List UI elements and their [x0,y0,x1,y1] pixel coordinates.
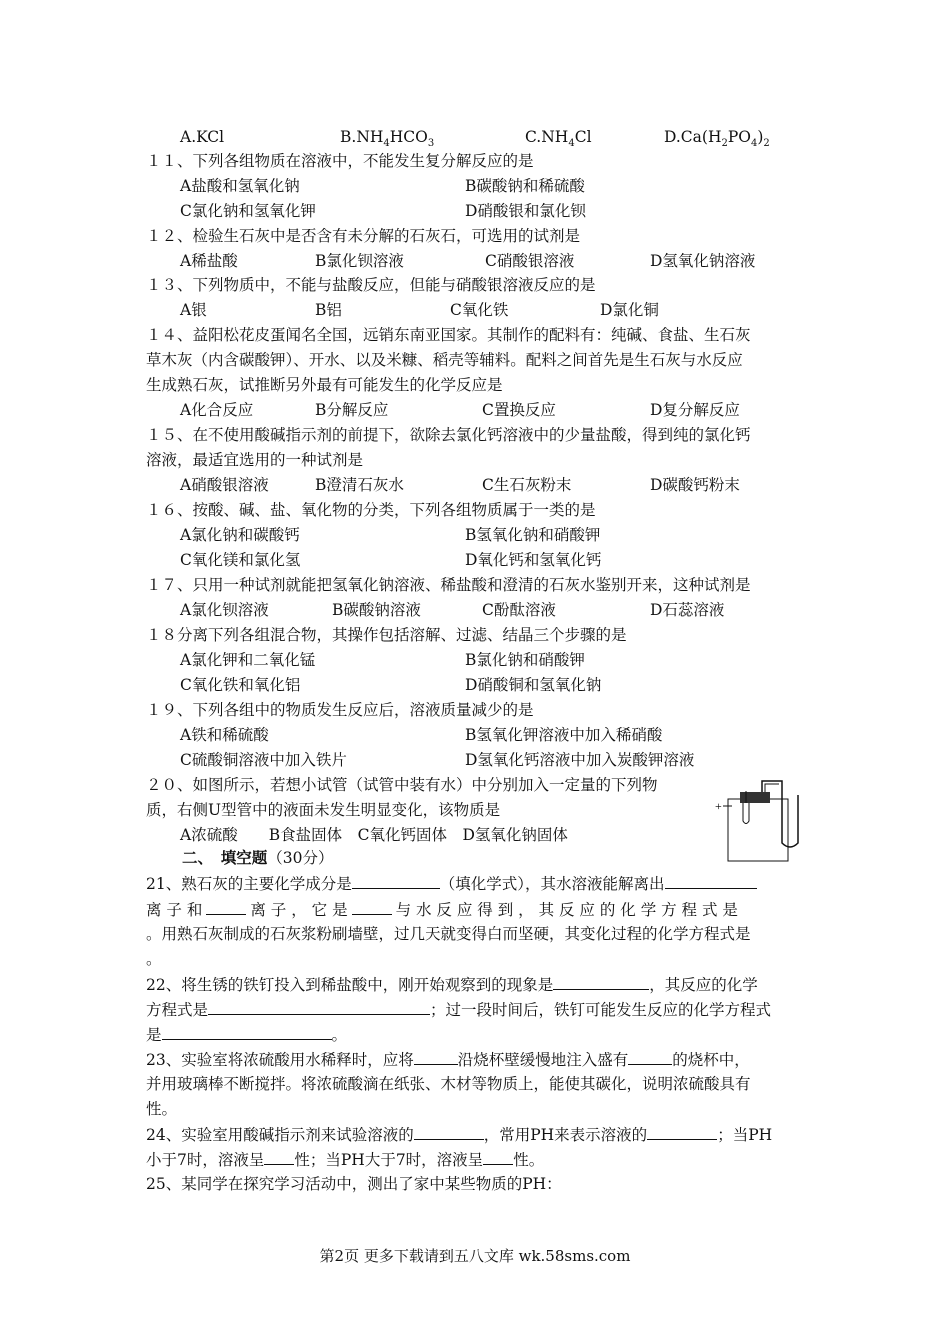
q23-line-2: 并用玻璃棒不断搅拌。将浓硫酸滴在纸张、木材等物质上，能使其碳化，说明浓硫酸具有 [146,1075,751,1093]
q24-blank-3[interactable] [264,1148,294,1165]
q12-option-b: B氯化钡溶液 [315,252,404,270]
q11-option-a: A盐酸和氢氧化钠 [180,177,300,195]
q13-stem: １３、下列物质中，不能与盐酸反应，但能与硝酸银溶液反应的是 [146,276,596,294]
q20-line-1: ２０、如图所示，若想小试管（试管中装有水）中分别加入一定量的下列物 [146,776,658,794]
q18-option-a: A氯化钾和二氧化锰 [180,651,316,669]
q13-option-d: D氯化铜 [600,301,659,319]
q14-line-1: １４、益阳松花皮蛋闻名全国，远销东南亚国家。其制作的配料有：纯碱、食盐、生石灰 [146,326,751,344]
q22-blank-equation-2[interactable] [162,1023,332,1040]
q14-option-d: D复分解反应 [650,401,740,419]
q17-option-a: A氯化钡溶液 [180,601,269,619]
q11-option-c: C氯化钠和氢氧化钾 [180,202,316,220]
q23-line-3: 性。 [146,1100,178,1118]
u-tube [762,781,798,847]
q24-line-2: 小于7时，溶液呈 性；当PH大于7时，溶液呈 性。 [146,1148,544,1171]
q10-option-c: $C.NH_4Cl$ [525,128,592,150]
q23-blank-2[interactable] [628,1048,672,1065]
q23-line-1: 23、实验室将浓硫酸用水稀释时，应将 沿烧杯壁缓慢地注入盛有 的烧杯中， [146,1048,750,1071]
q19-stem: １９、下列各组中的物质发生反应后，溶液质量减少的是 [146,701,534,719]
q19-option-b: B氢氧化钾溶液中加入稀硝酸 [465,726,663,744]
flask [728,799,788,861]
q15-line-1: １５、在不使用酸碱指示剂的前提下，欲除去氯化钙溶液中的少量盐酸，得到纯的氯化钙 [146,426,751,444]
q15-option-b: B澄清石灰水 [315,476,404,494]
q22-line-1: 22、将生锈的铁钉投入到稀盐酸中，刚开始观察到的现象是 ，其反应的化学 [146,973,758,996]
q25-stem: 25、某同学在探究学习活动中，测出了家中某些物质的PH： [146,1175,562,1193]
q15-option-a: A硝酸银溶液 [180,476,269,494]
q10-option-d: $D.Ca(H_2PO_4)_2$ [664,128,770,150]
apparatus-figure [712,777,812,863]
q18-option-c: C氧化铁和氧化铝 [180,676,301,694]
q24-blank-1[interactable] [414,1123,484,1140]
q18-option-b: B氯化钠和硝酸钾 [465,651,585,669]
q15-option-c: C生石灰粉末 [482,476,572,494]
q16-option-c: C氧化镁和氯化氢 [180,551,301,569]
q12-option-c: C硝酸银溶液 [485,252,575,270]
q20-options: A浓硫酸 B食盐固体 C氧化钙固体 D氢氧化钠固体 [180,826,568,844]
q11-stem: １１、下列各组物质在溶液中，不能发生复分解反应的是 [146,152,534,170]
q19-option-d: D氢氧化钙溶液中加入炭酸钾溶液 [465,751,695,769]
q13-option-c: C氧化铁 [450,301,509,319]
q21-line-2: 离 子 和 离 子 ， 它 是 与 水 反 应 得 到 ， 其 反 应 的 化 学 方 程 式 是 [146,898,738,921]
q12-stem: １２、检验生石灰中是否含有未分解的石灰石，可选用的试剂是 [146,227,581,245]
q24-blank-2[interactable] [647,1123,717,1140]
q16-option-d: D氧化钙和氢氧化钙 [465,551,602,569]
q21-line-3: 。用熟石灰制成的石灰浆粉刷墙壁，过几天就变得白而坚硬，其变化过程的化学方程式是 [146,925,751,943]
q16-option-a: A氯化钠和碳酸钙 [180,526,300,544]
q13-option-a: A银 [180,301,207,319]
q22-blank-phenomenon[interactable] [553,973,649,990]
q17-option-c: C酚酞溶液 [482,601,556,619]
q12-option-a: A稀盐酸 [180,252,238,270]
q14-line-2: 草木灰（内含碳酸钾）、开水、以及米糠、稻壳等辅料。配料之间首先是生石灰与水反应 [146,351,743,369]
q10-option-b: $B.NH_4HCO_3$ [340,128,435,150]
q18-stem: １８分离下列各组混合物，其操作包括溶解、过滤、结晶三个步骤的是 [146,626,627,644]
q13-option-b: B铝 [315,301,342,319]
q21-blank-formula[interactable] [352,872,440,889]
section-2-title: 二、 填空题（30分） [182,848,334,867]
q15-option-d: D碳酸钙粉末 [650,476,740,494]
q19-option-a: A铁和稀硫酸 [180,726,269,744]
q22-line-3: 是 。 [146,1023,347,1046]
q22-line-2: 方程式是 ；过一段时间后，铁钉可能发生反应的化学方程式 [146,998,771,1021]
q21-line-1: 21、熟石灰的主要化学成分是 （填化学式），其水溶液能解离出 [146,872,757,895]
q11-option-b: B碳酸钠和稀硫酸 [465,177,585,195]
q12-option-d: D氢氧化钠溶液 [650,252,756,270]
q19-option-c: C硫酸铜溶液中加入铁片 [180,751,347,769]
q18-option-d: D硝酸铜和氢氧化钠 [465,676,602,694]
q14-option-b: B分解反应 [315,401,389,419]
stopper [740,792,770,803]
q24-blank-4[interactable] [483,1148,513,1165]
page-footer: 第2页 更多下载请到五八文库 wk.58sms.com [319,1247,631,1265]
q17-option-b: B碳酸钠溶液 [332,601,421,619]
plus-label: + [715,799,722,813]
q23-blank-1[interactable] [414,1048,458,1065]
q11-option-d: D硝酸银和氯化钡 [465,202,586,220]
q21-blank-ion-1[interactable] [665,872,757,889]
q14-line-3: 生成熟石灰，试推断另外最有可能发生的化学反应是 [146,376,503,394]
q21-line-4: 。 [146,950,162,968]
q16-option-b: B氢氧化钠和硝酸钾 [465,526,601,544]
q10-option-a: A.KCl [180,128,225,146]
q14-option-a: A化合反应 [180,401,254,419]
connecting-tube [765,784,779,792]
q17-stem: １７、只用一种试剂就能把氢氧化钠溶液、稀盐酸和澄清的石灰水鉴别开来，这种试剂是 [146,576,751,594]
q14-option-c: C置换反应 [482,401,556,419]
q22-blank-equation-1[interactable] [208,998,430,1015]
q24-line-1: 24、实验室用酸碱指示剂来试验溶液的 ，常用PH来表示溶液的 ；当PH [146,1123,772,1146]
q20-line-2: 质，右侧U型管中的液面未发生明显变化，该物质是 [146,801,501,819]
q21-blank-ion-2[interactable] [206,898,246,915]
small-test-tube [743,803,749,824]
q15-line-2: 溶液，最适宜选用的一种试剂是 [146,451,364,469]
q16-stem: １６、按酸、碱、盐、氧化物的分类，下列各组物质属于一类的是 [146,501,596,519]
q21-blank-reactant[interactable] [352,898,392,915]
q17-option-d: D石蕊溶液 [650,601,725,619]
